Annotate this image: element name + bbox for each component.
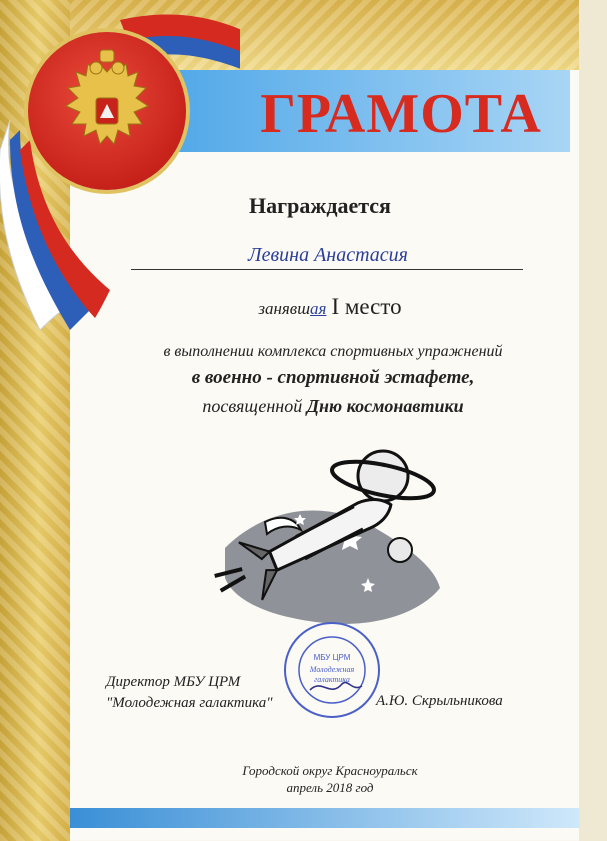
stamp-center-text-1: МБУ ЦРМ (313, 653, 351, 662)
footer-city: Городской округ Красноуральск (242, 763, 418, 778)
bottom-banner (70, 808, 580, 828)
footer-date: апрель 2018 год (286, 780, 374, 795)
director-line-1: Директор МБУ ЦРМ (106, 674, 241, 690)
recipient-name: Левина Анастасия (248, 244, 408, 266)
dedication-prefix: посвященной (202, 396, 303, 416)
place-handwritten-suffix: ая (310, 299, 327, 318)
dedication-event: Дню космонавтики (306, 396, 464, 416)
achievement-line-1: в выполнении комплекса спортивных упражнений (163, 343, 503, 360)
planet-icon (329, 451, 437, 505)
certificate-title: ГРАМОТА (260, 83, 542, 145)
achievement-line-3 (118, 396, 548, 417)
awarded-label: Награждается (249, 193, 391, 218)
stamp-center-text-3: галактика (314, 675, 350, 684)
signer-name: А.Ю. Скрыльникова (376, 693, 503, 709)
place-prefix: занявш (258, 299, 311, 318)
place-line (170, 294, 490, 320)
coat-of-arms-emblem (28, 32, 186, 190)
official-stamp (282, 620, 382, 720)
recipient-underline (131, 269, 523, 270)
place-value: I место (331, 294, 402, 319)
stamp-center-text-2: Молодежная (309, 665, 355, 674)
achievement-line-2: в военно - спортивной эстафете, (191, 367, 475, 388)
page-right-edge (579, 0, 607, 841)
russian-coat-of-arms-icon (28, 32, 186, 190)
director-line-2: "Молодежная галактика" (106, 695, 273, 711)
space-illustration (205, 438, 450, 643)
small-planet-icon (388, 538, 412, 562)
